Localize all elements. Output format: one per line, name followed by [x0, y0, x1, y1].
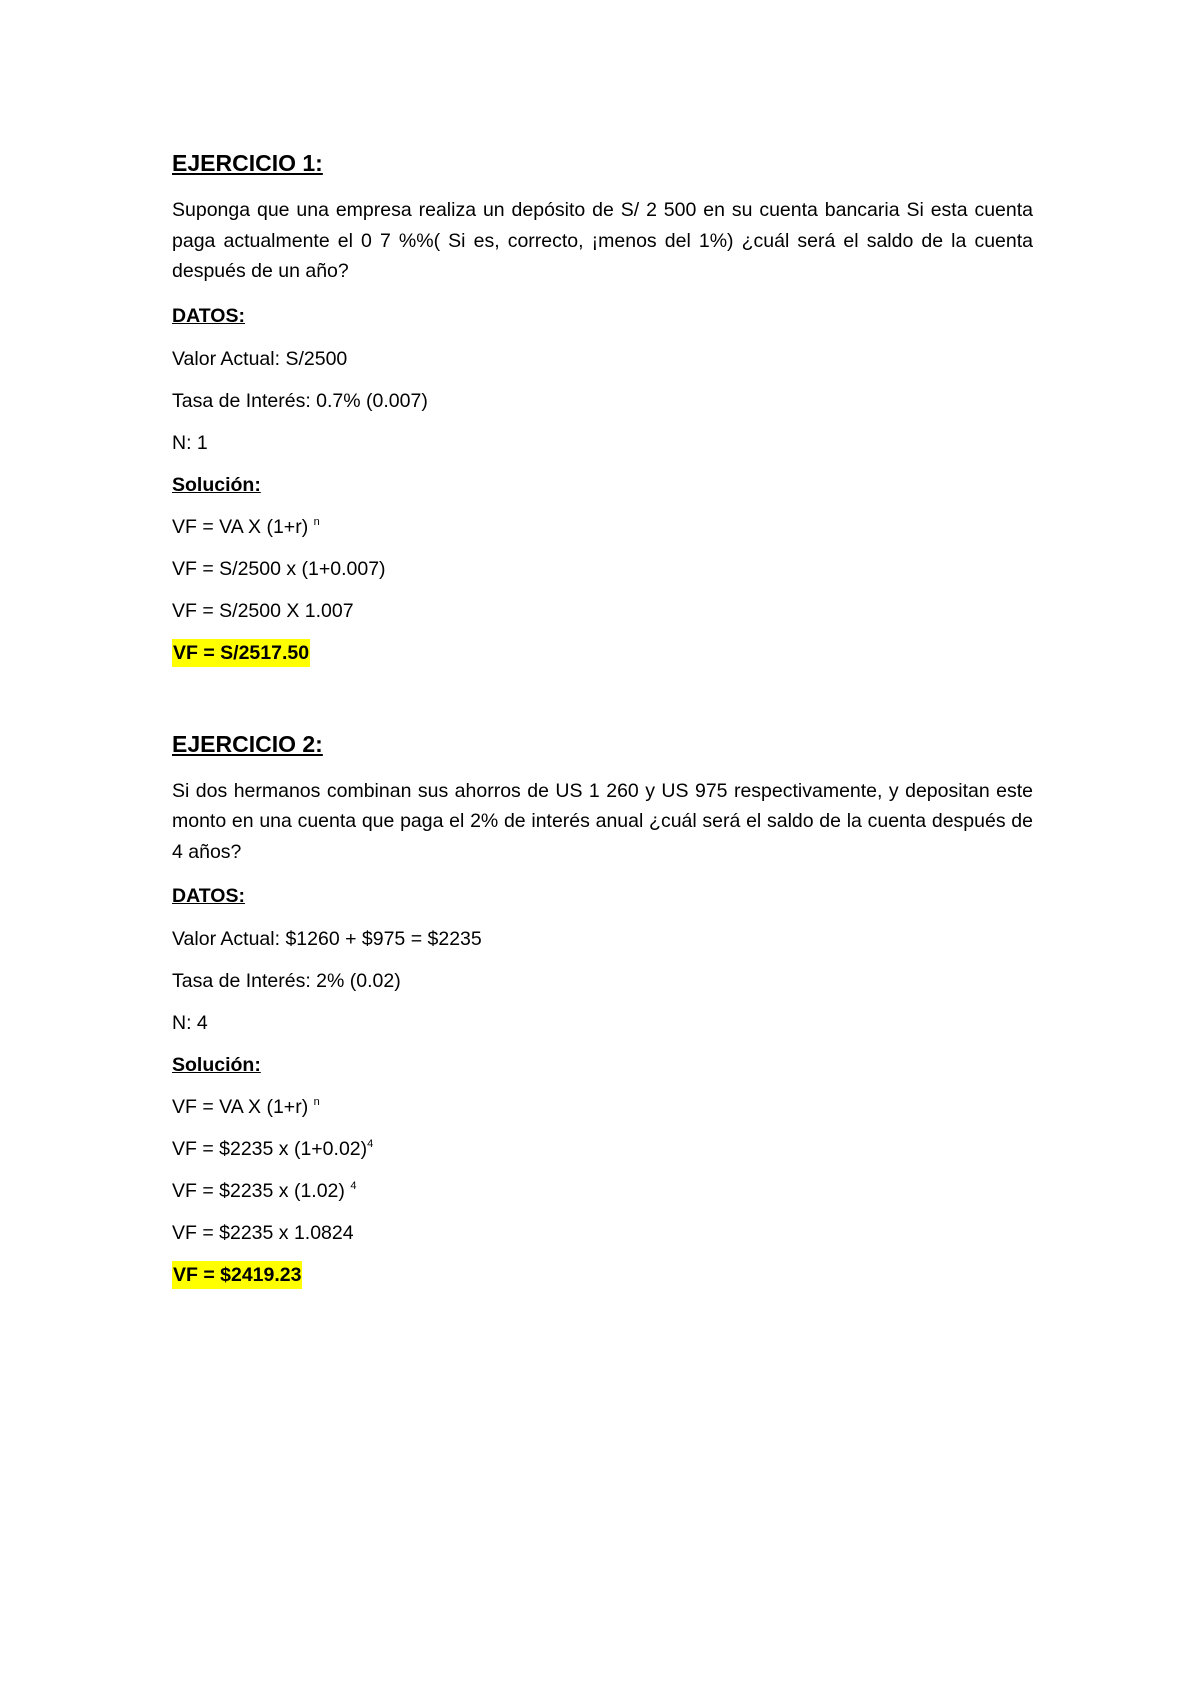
exercise-2-solucion-line	[172, 1051, 1033, 1079]
exercise-1-valor-actual: Valor Actual: S/2500	[172, 347, 348, 370]
exercise-2-datos-line	[172, 882, 1033, 910]
exercise-2-formula-3-exponent: 4	[350, 1180, 357, 1192]
exercise-2-title: EJERCICIO 2:	[172, 730, 323, 757]
exercise-1-formula-1	[172, 513, 1033, 541]
exercise-1-datos-line	[172, 302, 1033, 330]
exercise-1-tasa: Tasa de Interés: 0.7% (0.007)	[172, 389, 428, 412]
exercise-1-title: EJERCICIO 1:	[172, 150, 323, 176]
exercise-2-n: N: 4	[172, 1012, 208, 1034]
exercise-2-formula-1	[172, 1093, 1033, 1121]
exercise-2-formula-2-exponent: 4	[367, 1138, 374, 1150]
exercise-2-formula-2	[172, 1135, 1033, 1163]
exercise-1-formula-1-text: VF = VA X (1+r)	[172, 515, 309, 538]
exercise-2-datos-label: DATOS:	[172, 885, 245, 907]
exercise-1	[172, 148, 1033, 667]
exercise-2-formula-4: VF = $2235 x 1.0824	[172, 1222, 354, 1244]
exercise-1-datos-label: DATOS:	[172, 304, 245, 327]
exercise-2-formula-2-text: VF = $2235 x (1+0.02)	[172, 1138, 368, 1160]
exercise-2	[172, 729, 1033, 1290]
exercise-2-valor-actual: Valor Actual: $1260 + $975 = $2235	[172, 928, 482, 950]
exercise-2-formula-3	[172, 1177, 1033, 1205]
exercise-1-statement: Suponga que una empresa realiza un depósito de S/ 2 500 en su cuenta bancaria Si esta cuenta paga actualmente el 0 7 %%( Si es, correcto, ¡menos del 1%) ¿cuál será el saldo de la cuenta después de un año?	[172, 199, 1033, 282]
exercise-1-n: N: 1	[172, 431, 208, 454]
exercise-1-formula-1-exponent: n	[313, 515, 320, 528]
exercise-1-formula-3: VF = S/2500 X 1.007	[172, 599, 354, 622]
exercise-2-formula-3-text: VF = $2235 x (1.02)	[172, 1180, 345, 1202]
exercise-2-result-line	[172, 1261, 1033, 1289]
exercise-2-result: VF = $2419.23	[172, 1261, 302, 1289]
exercise-2-formula-1-text: VF = VA X (1+r)	[172, 1096, 309, 1118]
exercise-1-solucion-label: Solución:	[172, 473, 261, 496]
exercise-2-solucion-label: Solución:	[172, 1054, 261, 1076]
exercise-1-solucion-line	[172, 471, 1033, 499]
exercise-2-statement: Si dos hermanos combinan sus ahorros de US 1 260 y US 975 respectivamente, y depositan este monto en una cuenta que paga el 2% de interés anual ¿cuál será el saldo de la cuenta después de 4 años?	[172, 779, 1033, 863]
exercise-1-result-line	[172, 639, 1033, 667]
exercise-2-tasa: Tasa de Interés: 2% (0.02)	[172, 970, 401, 992]
exercise-2-formula-1-exponent: n	[313, 1096, 320, 1108]
exercise-1-result: VF = S/2517.50	[172, 639, 310, 667]
exercise-1-formula-2: VF = S/2500 x (1+0.007)	[172, 557, 386, 580]
document-content	[172, 148, 1033, 1289]
